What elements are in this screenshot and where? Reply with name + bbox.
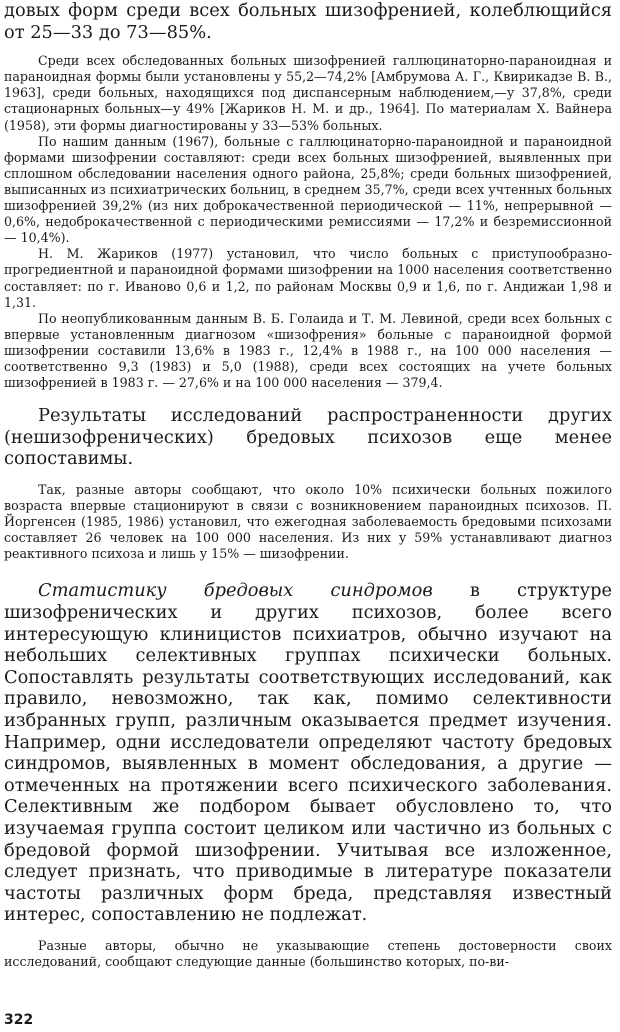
paragraph-delusional-statistics [4,580,612,926]
paragraph-our-data-1967: По нашим данным (1967), больные с галлюцинаторно-параноидной и параноидной формами шизофрении составляют: среди всех больных шизофренией, выявленных при сплошном обследовании населения одного района, 25,8%; среди больных шизофренией, выписанных из психиатрических больниц, в среднем 35,7%, среди всех учтенных больных шизофренией 39,2% (из них доброкачественной периодической — 11%, непрерывной — 0,6%, недоброкачественной с периодическими ремиссиями — 17,2% и безремиссионной — 10,4%). [4,133,612,246]
paragraph-zharikov-1977: Н. М. Жариков (1977) установил, что число больных с приступообразно-прогредиентной и параноидной формами шизофрении на 1000 населения соответственно составляет: по г. Иваново 0,6 и 1,2, по районам Москвы 0,9 и 1,6, по г. Андижаи 1,98 и 1,31. [4,246,612,310]
paragraph-ambrumova: Среди всех обследованных больных шизофренией галлюцинаторно-параноидная и параноидная формы были установлены у 55,2—74,2% [Амбрумова А. Г., Квирикадзе В. В., 1963], среди больных, находящихся под диспансерным наблюдением,—у 37,8%, среди стационарных больных—у 49% [Жариков Н. М. и др., 1964]. По материалам X. Вайнера (1958), эти формы диагностированы у 33—53% больных. [4,53,612,133]
page-number: 322 [4,1012,34,1028]
paragraph-jorgensen: Так, разные авторы сообщают, что около 10% психически больных пожилого возраста впервые стационируют в связи с возникновением параноидных психозов. П. Йоргенсен (1985, 1986) установил, что ежегодная заболеваемость бредовыми психозами составляет 26 человек на 100 000 населения. Из них у 59% устанавливают диагноз реактивного психоза и лишь у 15% — шизофрении. [4,481,612,562]
opening-fragment: довых форм среди всех больных шизофренией, колеблющийся от 25—33 до 73—85%. [4,0,612,43]
statement-other-psychoses: Результаты исследований распространенности других (нешизофренических) бредовых психозов еще менее сопоставимы. [4,405,612,470]
paragraph-closing-fragment: Разные авторы, обычно не указывающие степень достоверности своих исследований, сообщают следующие данные (большинство которых, по-ви- [4,937,612,969]
paragraph-golaid-levina: По неопубликованным данным В. Б. Голаида и Т. М. Левиной, среди всех больных с впервые установленным диагнозом «шизофрения» больные с параноидной формой шизофрении составили 13,6% в 1983 г., 12,4% в 1988 г., на 100 000 населения — соответственно 9,3 (1983) и 5,0 (1988), среди всех состоящих на учете больных шизофренией в 1983 г. — 27,6% и на 100 000 населения — 379,4. [4,310,612,391]
paragraph-delusional-statistics-body: в структуре шизофренических и других психозов, более всего интересующую клиницистов психиатров, обычно изучают на небольших селективных группах психически больных. Сопоставлять результаты соответствующих исследований, как правило, невозможно, так как, помимо селективности избранных групп, различным оказывается предмет изучения. Например, одни исследователи определяют частоту бредовых синдромов, выявленных в момент обследования, а другие — отмеченных на протяжении всего психического заболевания. Селективным же подбором бывает обусловлено то, что изучаемая группа состоит целиком или частично из больных с бредовой формой шизофрении. Учитывая все изложенное, следует признать, что приводимые в литературе показатели частоты различных форм бреда, представляя известный интерес, сопоставлению не подлежат. [4,580,612,926]
italic-lead: Статистику бредовых синдромов [38,580,433,602]
